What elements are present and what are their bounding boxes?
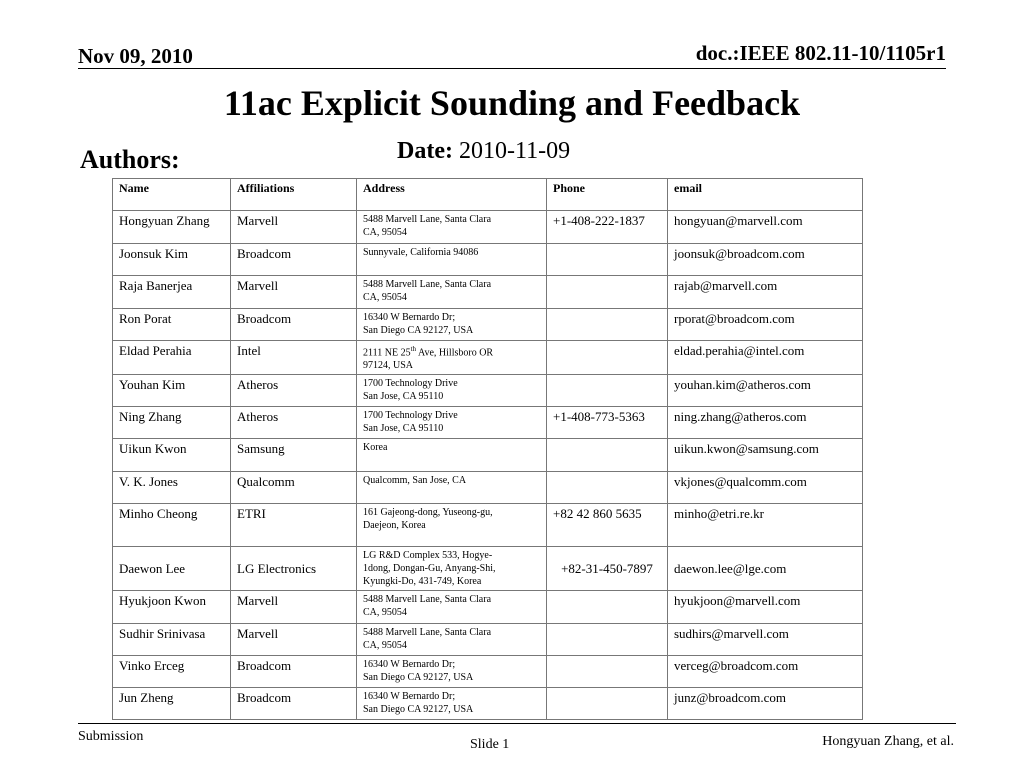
- cell-affiliation: Marvell: [231, 211, 357, 244]
- cell-name: V. K. Jones: [113, 472, 231, 504]
- cell-name: Minho Cheong: [113, 504, 231, 547]
- cell-name: Vinko Erceg: [113, 656, 231, 688]
- footer-author: Hongyuan Zhang, et al.: [822, 734, 954, 749]
- cell-affiliation: ETRI: [231, 504, 357, 547]
- address-line-1: [363, 409, 540, 422]
- cell-email: ning.zhang@atheros.com: [668, 407, 863, 439]
- cell-address: [357, 244, 547, 276]
- cell-phone: +1-408-222-1837: [547, 211, 668, 244]
- authors-label: Authors:: [80, 145, 180, 174]
- address-line-2: CA, 95054: [363, 607, 407, 619]
- authors-table: [112, 178, 863, 720]
- cell-name: Eldad Perahia: [113, 341, 231, 375]
- address-line-1: [363, 690, 540, 703]
- cell-affiliation: LG Electronics: [231, 547, 357, 591]
- cell-phone: [547, 244, 668, 276]
- footer-slide-number: Slide 1: [470, 737, 510, 752]
- address-line-1-text: 16340 W Bernardo Dr;: [363, 312, 456, 323]
- cell-affiliation: Qualcomm: [231, 472, 357, 504]
- cell-phone: +82 42 860 5635: [547, 504, 668, 547]
- address-line-2: CA, 95054: [363, 640, 407, 652]
- header-affiliations: Affiliations: [231, 179, 357, 211]
- cell-phone: +82-31-450-7897: [547, 547, 668, 591]
- cell-email: vkjones@qualcomm.com: [668, 472, 863, 504]
- address-line-1-tail: Ave, Hillsboro OR: [416, 347, 494, 359]
- cell-email: uikun.kwon@samsung.com: [668, 439, 863, 472]
- authors-table-body: [113, 179, 863, 720]
- table-row: [113, 439, 863, 472]
- header-email: email: [668, 179, 863, 211]
- address-line-1-text: 1700 Technology Drive: [363, 410, 458, 422]
- table-row: [113, 656, 863, 688]
- slide-title: 11ac Explicit Sounding and Feedback: [223, 83, 801, 123]
- footer-submission: Submission: [78, 729, 144, 744]
- header-doc-id: doc.:IEEE 802.11-10/1105r1: [695, 41, 946, 65]
- date-line: [397, 138, 570, 165]
- cell-name: Ning Zhang: [113, 407, 231, 439]
- table-row: [113, 341, 863, 375]
- cell-affiliation: Broadcom: [231, 309, 357, 341]
- cell-phone: [547, 309, 668, 341]
- date-value: 2010-11-09: [458, 138, 571, 164]
- cell-name: Hongyuan Zhang: [113, 211, 231, 244]
- cell-affiliation: Samsung: [231, 439, 357, 472]
- address-line-1-text: 5488 Marvell Lane, Santa Clara: [363, 594, 492, 606]
- address-line-1: [363, 441, 540, 454]
- cell-phone: [547, 591, 668, 624]
- cell-email: eldad.perahia@intel.com: [668, 341, 863, 375]
- table-row: [113, 472, 863, 504]
- table-row: [113, 591, 863, 624]
- cell-address: [357, 656, 547, 688]
- cell-email: rajab@marvell.com: [668, 276, 863, 309]
- cell-affiliation: Atheros: [231, 375, 357, 407]
- cell-address: [357, 407, 547, 439]
- address-line-2: San Jose, CA 95110: [363, 391, 444, 403]
- cell-address: [357, 547, 547, 591]
- cell-address: [357, 375, 547, 407]
- address-line-1-text: 1700 Technology Drive: [363, 378, 458, 390]
- address-line-3: Kyungki-Do, 431-749, Korea: [363, 576, 482, 588]
- cell-address: [357, 439, 547, 472]
- address-line-1: [363, 506, 540, 519]
- cell-phone: [547, 688, 668, 720]
- cell-affiliation: Marvell: [231, 591, 357, 624]
- address-superscript: th: [410, 345, 417, 353]
- table-row: [113, 375, 863, 407]
- address-line-1: [363, 626, 540, 639]
- cell-email: rporat@broadcom.com: [668, 309, 863, 341]
- cell-email: joonsuk@broadcom.com: [668, 244, 863, 276]
- cell-affiliation: Marvell: [231, 276, 357, 309]
- table-row: [113, 276, 863, 309]
- cell-phone: [547, 439, 668, 472]
- address-line-2: San Diego CA 92127, USA: [363, 704, 474, 716]
- address-line-1: [363, 549, 540, 562]
- address-line-1-text: 16340 W Bernardo Dr;: [363, 691, 456, 703]
- address-line-1-text: LG R&D Complex 533, Hogye-: [363, 550, 493, 562]
- cell-name: Youhan Kim: [113, 375, 231, 407]
- cell-name: Jun Zheng: [113, 688, 231, 720]
- cell-affiliation: Marvell: [231, 624, 357, 656]
- address-line-1: [363, 658, 540, 671]
- cell-name: Uikun Kwon: [113, 439, 231, 472]
- cell-affiliation: Atheros: [231, 407, 357, 439]
- header-phone: Phone: [547, 179, 668, 211]
- cell-address: [357, 309, 547, 341]
- address-line-2: CA, 95054: [363, 292, 407, 303]
- cell-name: Sudhir Srinivasa: [113, 624, 231, 656]
- table-row: [113, 547, 863, 591]
- address-line-2: CA, 95054: [363, 227, 407, 238]
- footer-divider: [78, 723, 956, 724]
- address-line-2: San Diego CA 92127, USA: [363, 672, 474, 684]
- address-line-1-text: Sunnyvale, California 94086: [363, 247, 479, 258]
- address-line-2: 97124, USA: [363, 360, 414, 372]
- cell-email: hyukjoon@marvell.com: [668, 591, 863, 624]
- address-line-2: San Jose, CA 95110: [363, 423, 444, 435]
- address-line-1-text: 161 Gajeong-dong, Yuseong-gu,: [363, 507, 493, 519]
- address-line-1: [363, 343, 540, 359]
- cell-address: [357, 688, 547, 720]
- cell-phone: [547, 276, 668, 309]
- address-line-1: [363, 213, 540, 226]
- cell-name: Ron Porat: [113, 309, 231, 341]
- cell-phone: +1-408-773-5363: [547, 407, 668, 439]
- cell-email: minho@etri.re.kr: [668, 504, 863, 547]
- header-divider: [78, 68, 946, 69]
- cell-address: [357, 591, 547, 624]
- cell-email: junz@broadcom.com: [668, 688, 863, 720]
- table-row: [113, 688, 863, 720]
- cell-email: daewon.lee@lge.com: [668, 547, 863, 591]
- cell-phone: [547, 656, 668, 688]
- address-line-1: [363, 278, 540, 291]
- table-row: [113, 624, 863, 656]
- cell-affiliation: Broadcom: [231, 244, 357, 276]
- cell-address: [357, 276, 547, 309]
- cell-affiliation: Broadcom: [231, 688, 357, 720]
- cell-email: youhan.kim@atheros.com: [668, 375, 863, 407]
- cell-name: Hyukjoon Kwon: [113, 591, 231, 624]
- address-line-2: 1dong, Dongan-Gu, Anyang-Shi,: [363, 563, 496, 575]
- cell-name: Raja Banerjea: [113, 276, 231, 309]
- header-date: Nov 09, 2010: [78, 44, 193, 68]
- address-line-1: [363, 593, 540, 606]
- cell-address: [357, 504, 547, 547]
- address-line-1: [363, 246, 540, 259]
- table-row: [113, 244, 863, 276]
- cell-email: verceg@broadcom.com: [668, 656, 863, 688]
- address-line-1-text: 5488 Marvell Lane, Santa Clara: [363, 214, 492, 225]
- cell-phone: [547, 375, 668, 407]
- cell-phone: [547, 472, 668, 504]
- address-line-2: Daejeon, Korea: [363, 520, 426, 532]
- header-name: Name: [113, 179, 231, 211]
- cell-affiliation: Broadcom: [231, 656, 357, 688]
- cell-name: Joonsuk Kim: [113, 244, 231, 276]
- date-label: Date:: [397, 138, 453, 164]
- cell-address: [357, 211, 547, 244]
- address-line-1-text: 5488 Marvell Lane, Santa Clara: [363, 627, 492, 639]
- address-line-1: [363, 474, 540, 487]
- address-line-1-text: 5488 Marvell Lane, Santa Clara: [363, 279, 492, 290]
- address-line-1: [363, 311, 540, 324]
- address-line-2: San Diego CA 92127, USA: [363, 325, 474, 336]
- cell-address: [357, 624, 547, 656]
- cell-phone: [547, 624, 668, 656]
- cell-affiliation: Intel: [231, 341, 357, 375]
- cell-phone: [547, 341, 668, 375]
- cell-name: Daewon Lee: [113, 547, 231, 591]
- address-line-1: [363, 377, 540, 390]
- table-row: [113, 309, 863, 341]
- address-line-1-text: 2111 NE 25: [363, 347, 411, 359]
- cell-email: sudhirs@marvell.com: [668, 624, 863, 656]
- table-row: [113, 211, 863, 244]
- address-line-1-text: Qualcomm, San Jose, CA: [363, 475, 467, 487]
- table-header-row: [113, 179, 863, 211]
- header-address: Address: [357, 179, 547, 211]
- cell-address: [357, 341, 547, 375]
- cell-address: [357, 472, 547, 504]
- table-row: [113, 504, 863, 547]
- address-line-1-text: Korea: [363, 442, 388, 454]
- cell-email: hongyuan@marvell.com: [668, 211, 863, 244]
- table-row: [113, 407, 863, 439]
- address-line-1-text: 16340 W Bernardo Dr;: [363, 659, 456, 671]
